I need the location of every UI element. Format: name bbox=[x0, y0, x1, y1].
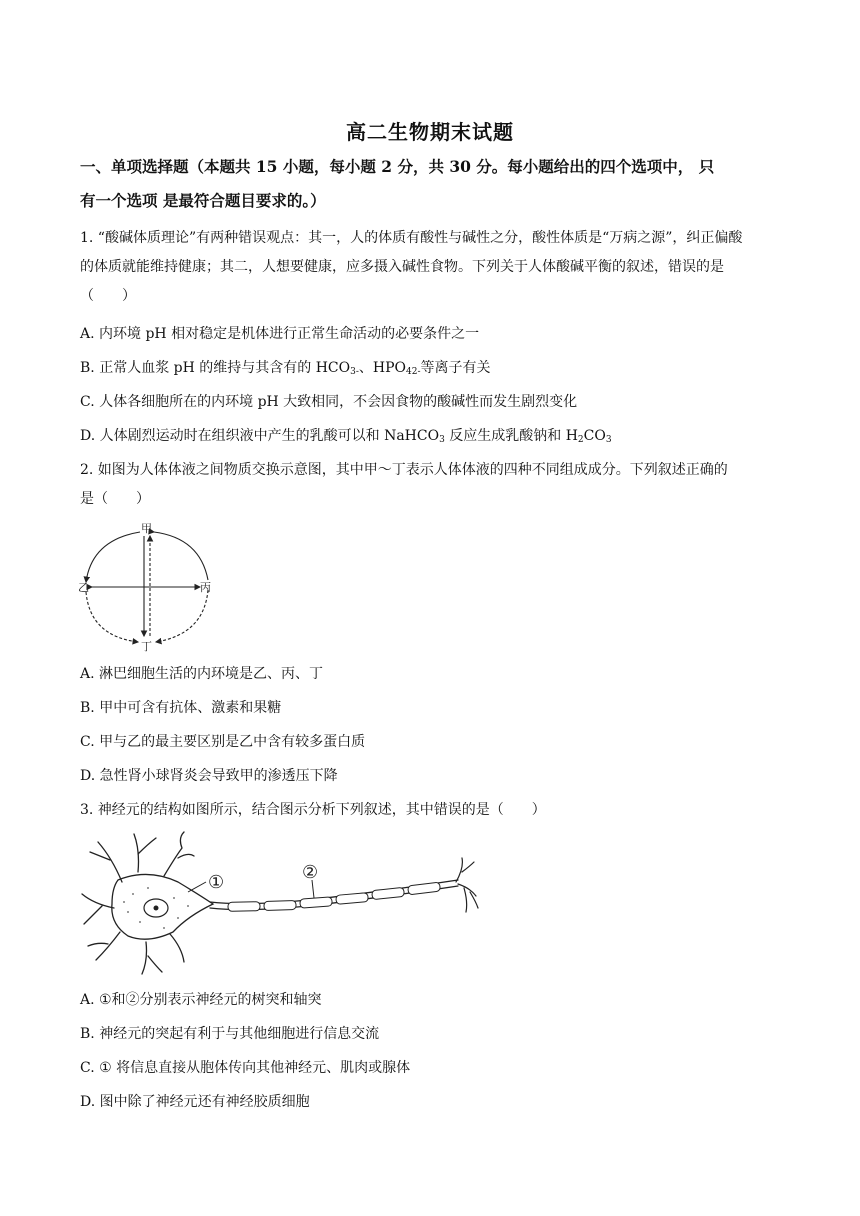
option-b-text-mid: 、HPO bbox=[358, 360, 406, 376]
label-bing: 丙 bbox=[200, 581, 211, 594]
axon-terminal bbox=[456, 858, 478, 912]
myelin-sheath bbox=[372, 887, 405, 899]
arc-bottom-left bbox=[86, 592, 138, 642]
question-2-stem-line-1: 2. 如图为人体体液之间物质交换示意图，其中甲～丁表示人体体液的四种不同组成成分。下列叙述正确的 bbox=[80, 462, 728, 478]
myelin-sheath bbox=[228, 902, 260, 912]
arc-top-right bbox=[154, 532, 208, 580]
section-line-2: 有一个选项 是最符合题目要求的。） bbox=[80, 191, 326, 210]
option-d-text-mid: 反应生成乳酸钠和 H bbox=[444, 428, 578, 444]
myelin-sheath bbox=[336, 893, 369, 905]
option-b-text: B. 正常人血浆 pH 的维持与其含有的 HCO bbox=[80, 360, 351, 376]
label-jia: 甲 bbox=[141, 522, 152, 535]
question-3-option-c: C. ① 将信息直接从胞体传向其他神经元、肌肉或腺体 bbox=[80, 1060, 411, 1076]
arc-bottom-right bbox=[156, 590, 208, 642]
label-ding: 丁 bbox=[141, 640, 152, 653]
question-1-stem-line-2: 的体质就能维持健康；其二，人想要健康，应多摄入碱性食物。下列关于人体酸碱平衡的叙述，错误的是 bbox=[80, 259, 724, 275]
question-3-option-a: A. ①和②分别表示神经元的树突和轴突 bbox=[80, 992, 322, 1008]
question-3-option-d: D. 图中除了神经元还有神经胶质细胞 bbox=[80, 1094, 310, 1110]
nucleolus bbox=[154, 906, 159, 911]
option-d-sub-1: 3 bbox=[439, 435, 445, 445]
section-line-1: 一、单项选择题（本题共 15 小题，每小题 2 分，共 30 分。每小题给出的四个选项中， 只 bbox=[80, 157, 715, 176]
question-1-option-a: A. 内环境 pH 相对稳定是机体进行正常生命活动的必要条件之一 bbox=[80, 326, 480, 342]
body-fluid-exchange-diagram bbox=[78, 522, 218, 653]
question-2-stem-line-2: 是（ ） bbox=[80, 491, 150, 507]
question-2-option-b: B. 甲中可含有抗体、激素和果糖 bbox=[80, 700, 282, 716]
label-yi: 乙 bbox=[78, 581, 89, 594]
arc-top-left bbox=[86, 532, 140, 582]
section-heading bbox=[80, 150, 784, 218]
option-b-text-end: 等离子有关 bbox=[420, 360, 491, 376]
question-2-option-a: A. 淋巴细胞生活的内环境是乙、丙、丁 bbox=[80, 666, 324, 682]
label-2: ② bbox=[302, 862, 319, 883]
myelin-sheath bbox=[264, 900, 296, 910]
label-1-leader bbox=[188, 882, 206, 892]
question-2-option-c: C. 甲与乙的最主要区别是乙中含有较多蛋白质 bbox=[80, 734, 366, 750]
question-1-stem bbox=[80, 224, 784, 311]
label-1: ① bbox=[208, 872, 225, 893]
page-title: 高二生物期末试题 bbox=[346, 120, 514, 144]
question-1-option-d bbox=[80, 425, 612, 451]
option-d-text: D. 人体剧烈运动时在组织液中产生的乳酸可以和 NaHCO bbox=[80, 428, 440, 444]
question-1-option-c: C. 人体各细胞所在的内环境 pH 大致相同，不会因食物的酸碱性而发生剧烈变化 bbox=[80, 394, 578, 410]
question-1-option-b bbox=[80, 357, 491, 383]
question-3-option-b: B. 神经元的突起有利于与其他细胞进行信息交流 bbox=[80, 1026, 380, 1042]
question-3-stem: 3. 神经元的结构如图所示，结合图示分析下列叙述，其中错误的是（ ） bbox=[80, 802, 546, 818]
neuron-diagram bbox=[78, 832, 478, 978]
option-b-sub-1: 3- bbox=[350, 367, 359, 377]
option-b-sub-2: 42- bbox=[406, 367, 421, 377]
myelin-sheath bbox=[408, 882, 441, 895]
option-d-text-mid-2: CO bbox=[583, 428, 606, 444]
question-1-answer-paren: （ ） bbox=[80, 288, 136, 304]
question-2-stem bbox=[80, 456, 784, 514]
option-d-sub-2: 2 bbox=[577, 435, 584, 445]
option-d-sub-3: 3 bbox=[605, 435, 612, 445]
question-1-stem-line-1: 1. “酸碱体质理论”有两种错误观点：其一，人的体质有酸性与碱性之分，酸性体质是“万病之源”，纠正偏酸 bbox=[80, 230, 743, 246]
myelin-sheath bbox=[300, 897, 333, 908]
question-2-option-d: D. 急性肾小球肾炎会导致甲的渗透压下降 bbox=[80, 768, 338, 784]
